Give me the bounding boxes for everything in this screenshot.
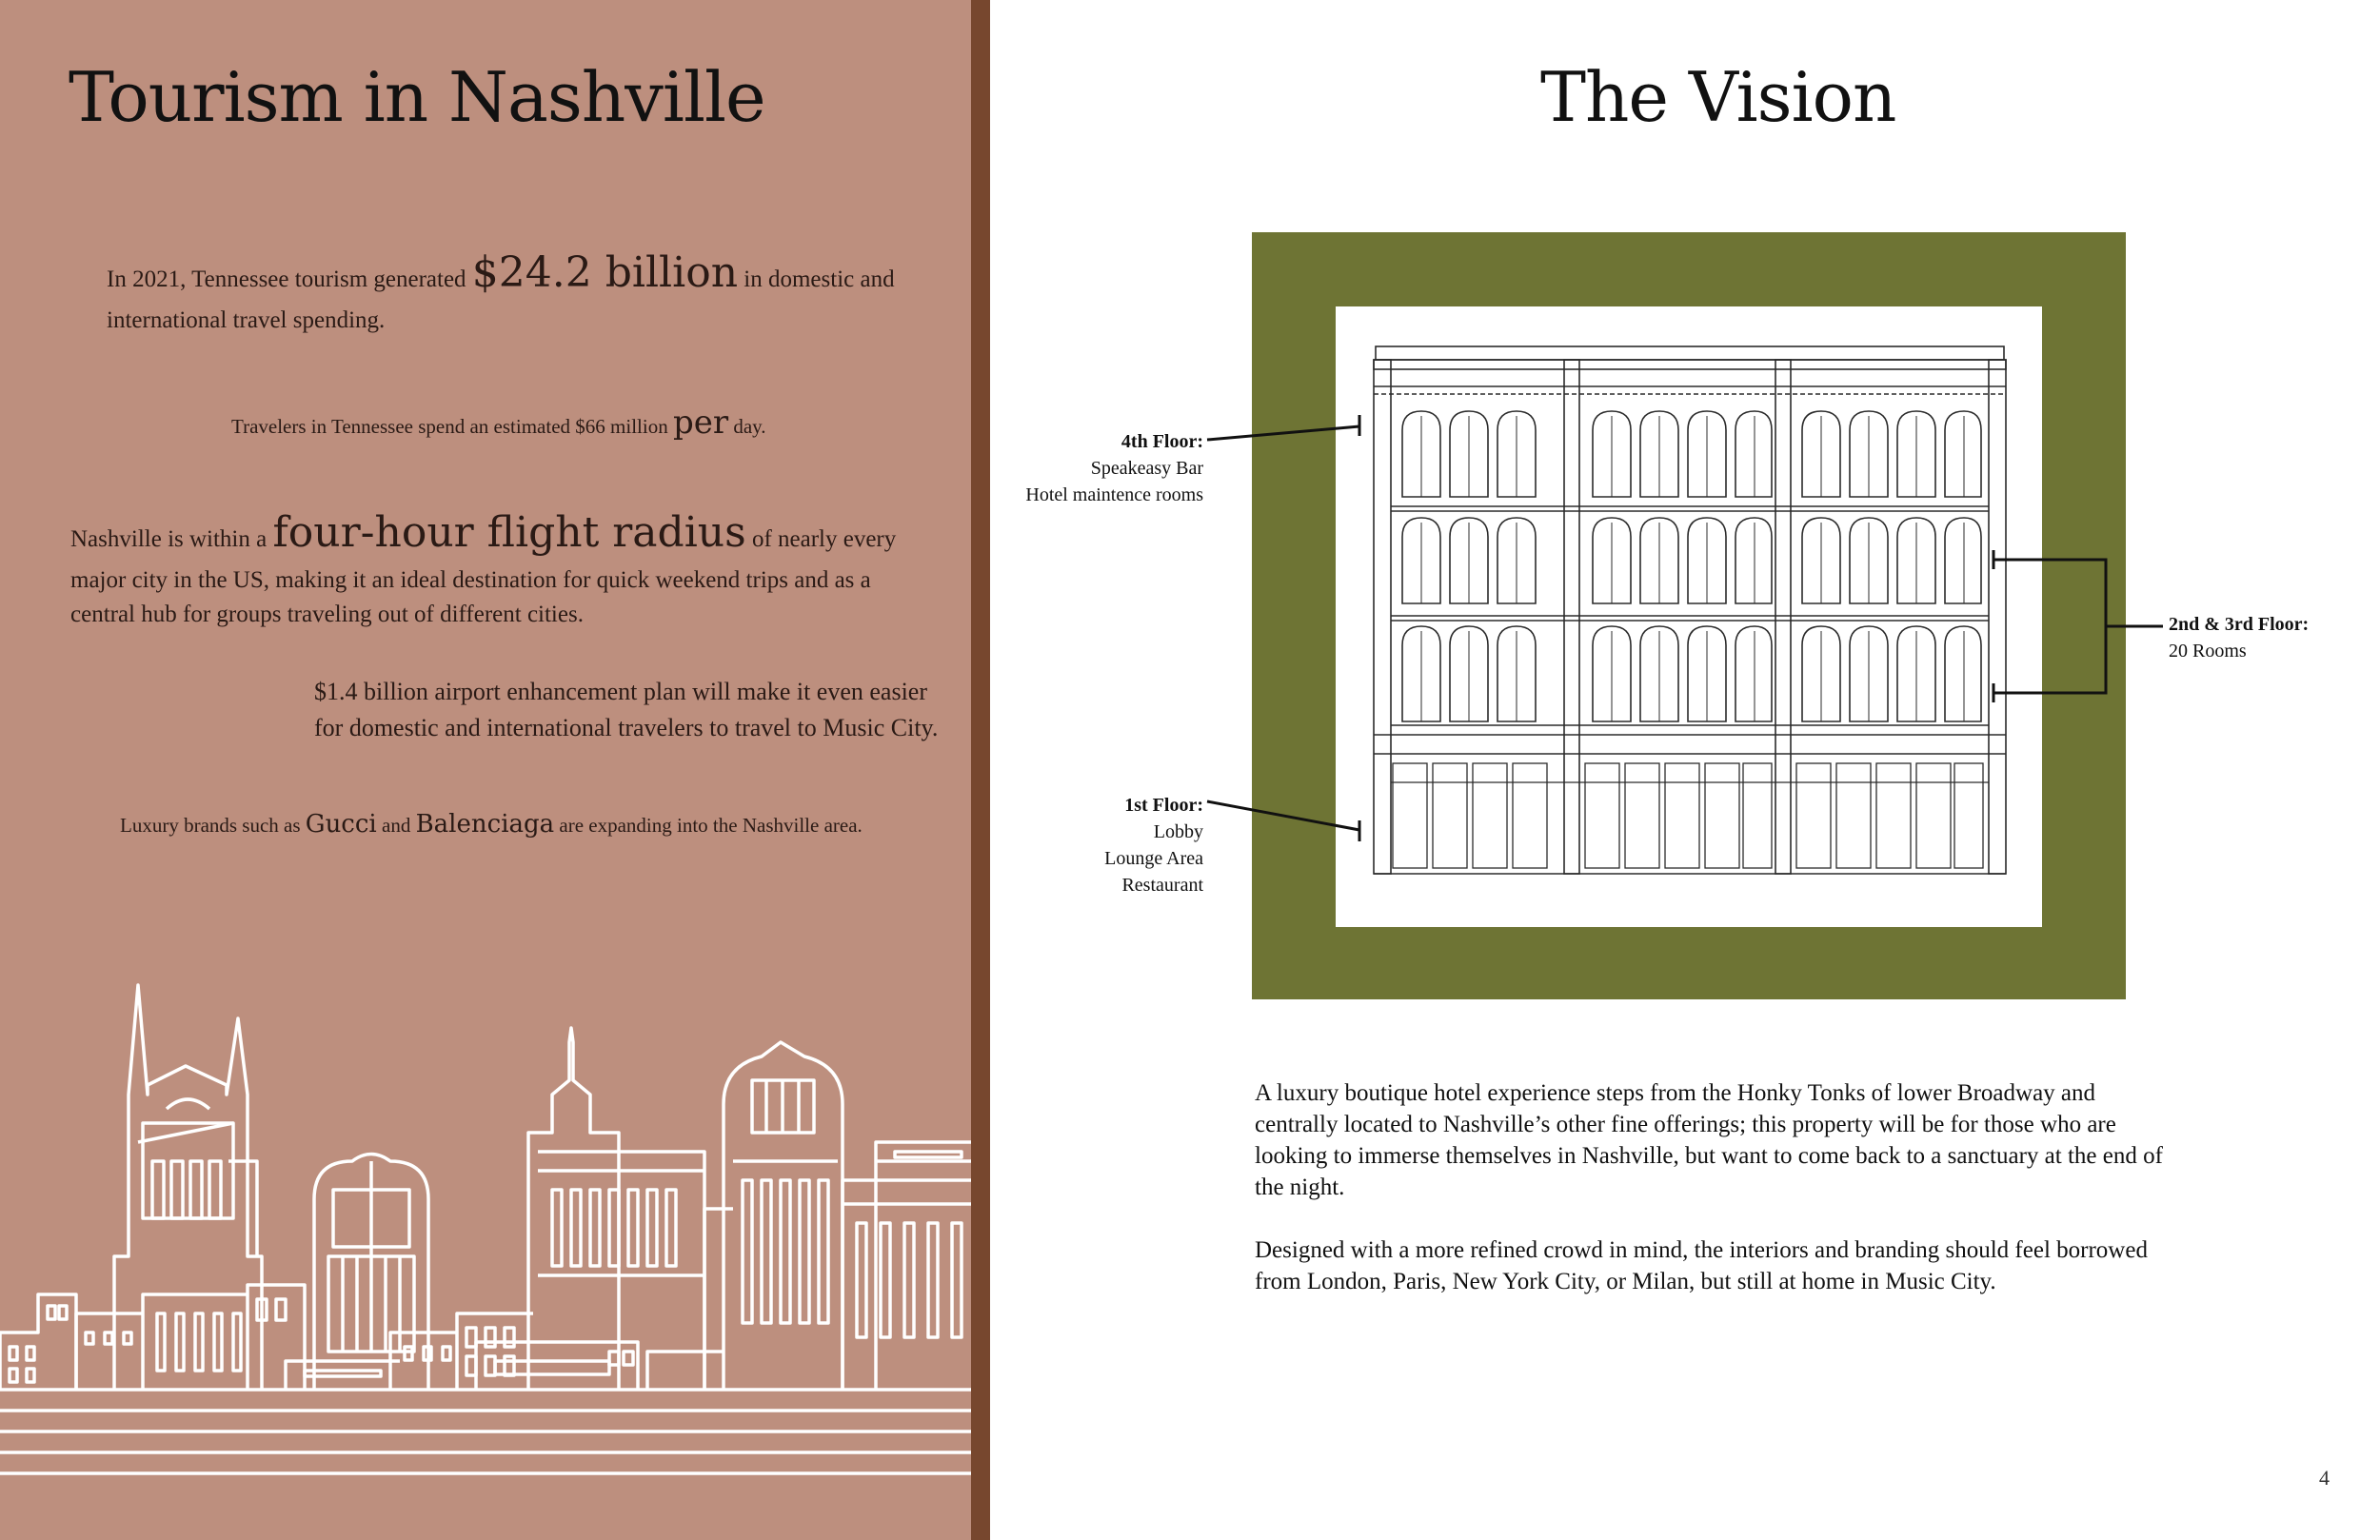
left-panel	[0, 0, 971, 1540]
fourth-floor-note	[990, 428, 1203, 508]
daily-spend-text	[231, 400, 955, 446]
building-sketch-card	[1336, 306, 2042, 927]
second-third-floor-heading	[2169, 611, 2378, 638]
second-third-floor-line: 20 Rooms	[2169, 641, 2247, 661]
building-frame	[1252, 232, 2126, 999]
brand-gucci: Gucci	[305, 810, 377, 839]
first-floor-heading-text: 1st Floor:	[1124, 795, 1203, 816]
text-part: in domestic and international travel spending.	[107, 267, 895, 333]
text-part: are expanding into the Nashville area.	[554, 814, 863, 837]
text-part: In 2021, Tennessee tourism generated	[107, 267, 472, 292]
page-title-tourism: Tourism in Nashville	[69, 57, 765, 137]
text-part: and	[376, 814, 416, 837]
first-floor-line: Lounge Area	[1104, 848, 1203, 869]
second-third-floor-note	[2169, 611, 2378, 664]
text-part: day.	[728, 415, 766, 438]
luxury-brands-text	[120, 807, 958, 843]
flight-radius-text	[70, 503, 908, 632]
first-floor-note	[990, 792, 1203, 898]
fourth-floor-line: Speakeasy Bar	[1090, 458, 1203, 479]
text-part: Travelers in Tennessee spend an estimated $66 million	[231, 415, 673, 438]
highlight-flight-radius: four-hour flight radius	[272, 508, 746, 557]
tourism-spending-text	[107, 243, 944, 338]
fourth-floor-heading-text: 4th Floor:	[1121, 431, 1203, 452]
text-part: Luxury brands such as	[120, 814, 306, 837]
highlight-amount: $24.2 billion	[471, 248, 739, 297]
brand-balenciaga: Balenciaga	[415, 810, 555, 839]
second-third-floor-heading-text: 2nd & 3rd Floor:	[2169, 614, 2310, 635]
nashville-skyline-illustration	[0, 971, 971, 1540]
fourth-floor-heading	[990, 428, 1203, 455]
building-facade-sketch	[1336, 306, 2042, 927]
text-part: of nearly every major city in the US, making it an ideal destination for quick weekend trips and as a central hub for groups traveling out of different cities.	[70, 526, 897, 628]
page-number: 4	[2319, 1466, 2330, 1490]
first-floor-heading	[990, 792, 1203, 819]
airport-plan-text: $1.4 billion airport enhancement plan will make it even easier for domestic and international travelers to travel to Music City.	[314, 678, 939, 741]
vision-paragraph: Designed with a more refined crowd in mind, the interiors and branding should feel borrowed from London, Paris, New York City, or Milan, but still at home in Music City.	[1255, 1237, 2148, 1294]
text-part: Nashville is within a	[70, 526, 273, 552]
page-title-vision: The Vision	[1540, 57, 1896, 137]
spine-divider	[971, 0, 990, 1540]
fourth-floor-line: Hotel maintence rooms	[1025, 484, 1203, 505]
first-floor-line: Restaurant	[1121, 875, 1203, 896]
highlight-per: per	[672, 404, 729, 442]
vision-paragraph: A luxury boutique hotel experience steps from the Honky Tonks of lower Broadway and centrally located to Nashville’s other fine offerings; this property will be for those who are looking to immerse themselves in Nashville, but want to come back to a sanctuary at the end of the night.	[1255, 1080, 2163, 1200]
vision-description	[1255, 1077, 2169, 1329]
first-floor-line: Lobby	[1153, 821, 1203, 842]
